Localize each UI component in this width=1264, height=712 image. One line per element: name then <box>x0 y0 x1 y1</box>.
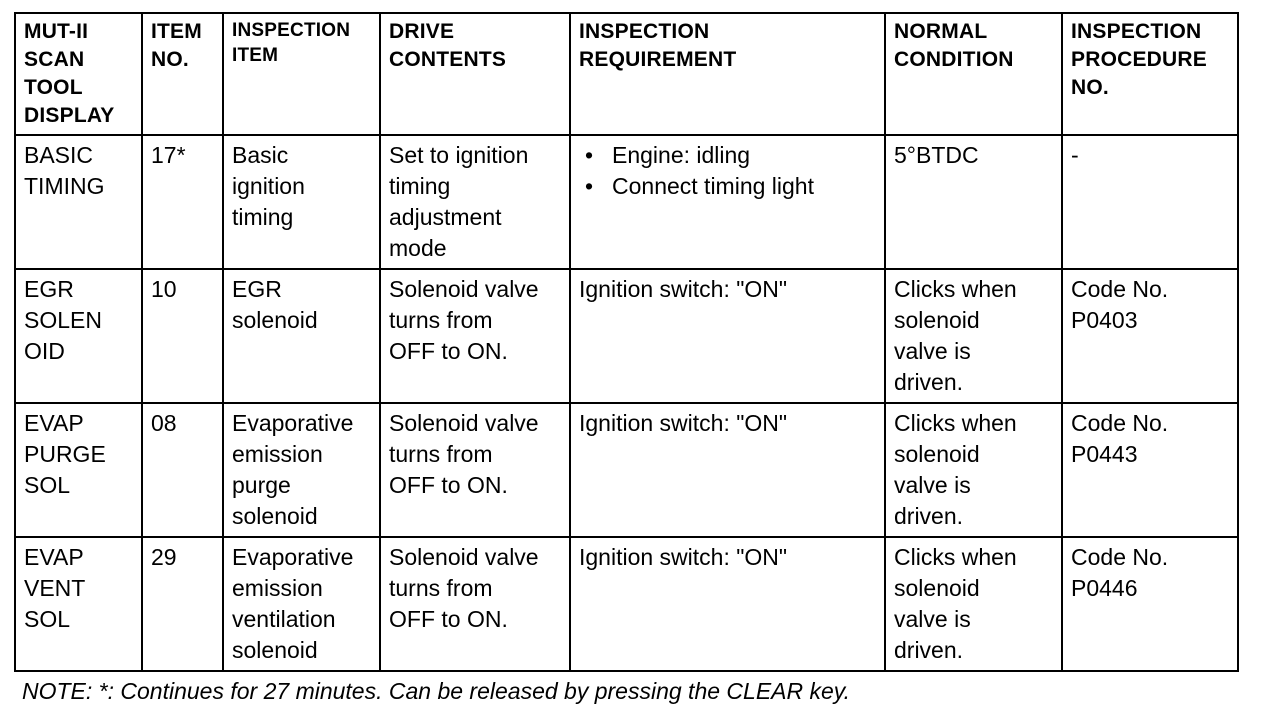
header-inspection-procedure-no: INSPECTION PROCEDURE NO. <box>1062 13 1238 135</box>
table-row <box>15 135 1238 269</box>
inspection-item-cell: Evaporative emission purge solenoid <box>223 403 380 537</box>
procedure-no-cell: Code No. P0446 <box>1062 537 1238 671</box>
inspection-table <box>14 12 1239 672</box>
list-item: • Engine: idling <box>575 140 876 171</box>
table-row <box>15 403 1238 537</box>
bullet-icon: • <box>585 173 594 199</box>
normal-condition-cell: Clicks when solenoid valve is driven. <box>885 403 1062 537</box>
scan-tool-display-cell: EGR SOLEN OID <box>15 269 142 403</box>
normal-condition-cell: Clicks when solenoid valve is driven. <box>885 537 1062 671</box>
drive-contents-cell: Set to ignition timing adjustment mode <box>380 135 570 269</box>
item-no-cell: 29 <box>142 537 223 671</box>
footnote: NOTE: *: Continues for 27 minutes. Can be released by pressing the CLEAR key. <box>22 678 850 704</box>
header-item-no: ITEM NO. <box>142 13 223 135</box>
inspection-item-cell: EGR solenoid <box>223 269 380 403</box>
inspection-item-cell: Evaporative emission ventilation solenoid <box>223 537 380 671</box>
procedure-no-cell: - <box>1062 135 1238 269</box>
inspection-requirement-cell: Ignition switch: "ON" <box>570 403 885 537</box>
list-item: • Connect timing light <box>575 171 876 202</box>
normal-condition-cell: Clicks when solenoid valve is driven. <box>885 269 1062 403</box>
normal-condition-cell: 5°BTDC <box>885 135 1062 269</box>
inspection-requirement-cell: Ignition switch: "ON" <box>570 537 885 671</box>
procedure-no-cell: Code No. P0443 <box>1062 403 1238 537</box>
inspection-requirement-cell: Ignition switch: "ON" <box>570 269 885 403</box>
requirement-list <box>575 140 876 202</box>
header-inspection-item: INSPECTION ITEM <box>223 13 380 135</box>
table-row <box>15 269 1238 403</box>
header-normal-condition: NORMAL CONDITION <box>885 13 1062 135</box>
inspection-requirement-cell <box>570 135 885 269</box>
drive-contents-cell: Solenoid valve turns from OFF to ON. <box>380 403 570 537</box>
item-no-cell: 10 <box>142 269 223 403</box>
inspection-item-cell: Basic ignition timing <box>223 135 380 269</box>
scan-tool-display-cell: EVAP VENT SOL <box>15 537 142 671</box>
header-scan-tool-display: MUT-II SCAN TOOL DISPLAY <box>15 13 142 135</box>
table-row <box>15 537 1238 671</box>
drive-contents-cell: Solenoid valve turns from OFF to ON. <box>380 269 570 403</box>
header-inspection-requirement: INSPECTION REQUIREMENT <box>570 13 885 135</box>
drive-contents-cell: Solenoid valve turns from OFF to ON. <box>380 537 570 671</box>
bullet-icon: • <box>585 142 594 168</box>
header-drive-contents: DRIVE CONTENTS <box>380 13 570 135</box>
procedure-no-cell: Code No. P0403 <box>1062 269 1238 403</box>
item-no-cell: 17* <box>142 135 223 269</box>
scan-tool-display-cell: BASIC TIMING <box>15 135 142 269</box>
scan-tool-display-cell: EVAP PURGE SOL <box>15 403 142 537</box>
item-no-cell: 08 <box>142 403 223 537</box>
header-row <box>15 13 1238 135</box>
